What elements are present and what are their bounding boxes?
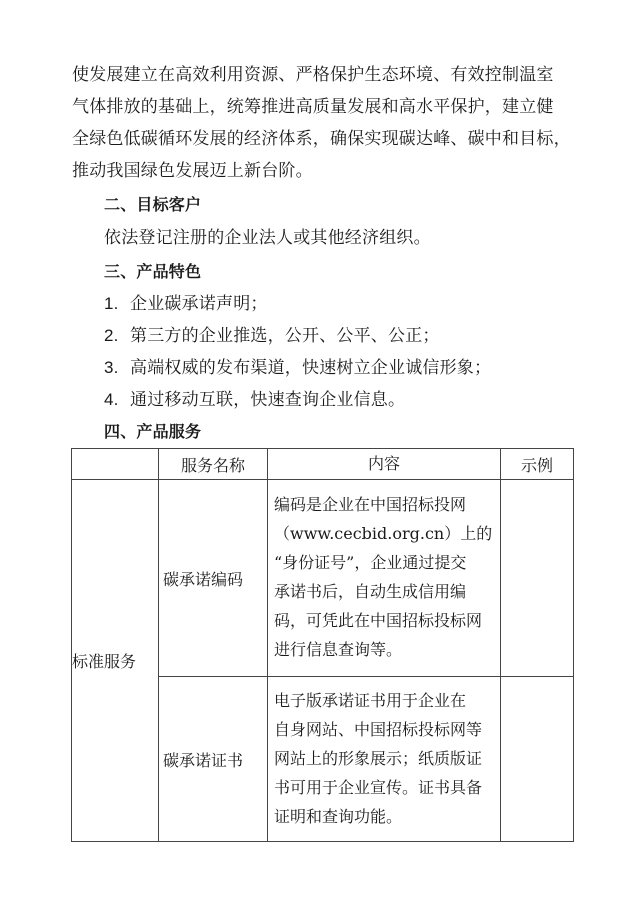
table-header-cell: 内容 — [268, 449, 501, 480]
example-cell — [501, 677, 574, 842]
intro-line-4: 推动我国绿色发展迈上新台阶。 — [72, 161, 313, 181]
table-header-cell — [72, 449, 159, 480]
feature-number: 2. — [104, 326, 119, 345]
category-cell: 标准服务 — [72, 480, 159, 842]
table-header-cell: 示例 — [501, 449, 574, 480]
feature-item-2 — [104, 325, 440, 347]
content-line: 承诺书后，自动生成信用编 — [274, 582, 467, 601]
feature-number: 4. — [104, 390, 119, 409]
content-line: 进行信息查询等。 — [274, 640, 403, 659]
section-heading-product-features: 三、产品特色 — [104, 262, 202, 281]
content-line: 证明和查询功能。 — [274, 806, 403, 826]
example-cell — [501, 480, 574, 677]
content-line: 码，可凭此在中国招标投标网 — [274, 611, 483, 630]
feature-number: 3. — [104, 358, 119, 377]
feature-text: 通过移动互联，快速查询企业信息。 — [130, 390, 406, 410]
content-line: 网站上的形象展示；纸质版证 — [274, 748, 483, 768]
content-line: （www.cecbid.org.cn）上的 — [274, 524, 493, 543]
content-line: 编码是企业在中国招标投网 — [274, 495, 467, 514]
intro-line-3: 全绿色低碳循环发展的经济体系，确保实现碳达峰、碳中和目标， — [72, 129, 571, 149]
feature-text: 企业碳承诺声明； — [130, 294, 268, 314]
service-name-cell: 碳承诺证书 — [159, 677, 268, 842]
content-line: 书可用于企业宣传。证书具备 — [274, 777, 483, 797]
feature-item-1 — [104, 293, 268, 315]
section-heading-product-services: 四、产品服务 — [104, 422, 202, 441]
table-row — [72, 480, 574, 677]
feature-text: 第三方的企业推选，公开、公平、公正； — [130, 326, 440, 346]
intro-line-1: 使发展建立在高效利用资源、严格保护生态环境、有效控制温室 — [72, 65, 554, 85]
table-header-cell: 服务名称 — [159, 449, 268, 480]
service-content-cell — [268, 677, 501, 842]
section-heading-target-customers: 二、目标客户 — [104, 195, 202, 214]
content-line: 自身网站、中国招标投标网等 — [274, 719, 483, 739]
content-line: “身份证号”，企业通过提交 — [274, 553, 467, 572]
feature-item-3 — [104, 357, 491, 379]
services-table — [71, 448, 574, 842]
feature-number: 1. — [104, 294, 119, 313]
target-customers-text: 依法登记注册的企业法人或其他经济组织。 — [104, 228, 431, 248]
service-content-cell — [268, 480, 501, 677]
feature-item-4 — [104, 389, 405, 411]
feature-text: 高端权威的发布渠道，快速树立企业诚信形象； — [130, 358, 492, 378]
intro-line-2: 气体排放的基础上，统筹推进高质量发展和高水平保护，建立健 — [72, 97, 554, 117]
content-line: 电子版承诺证书用于企业在 — [274, 690, 467, 710]
service-name-cell: 碳承诺编码 — [159, 480, 268, 677]
table-header-row — [72, 449, 574, 480]
